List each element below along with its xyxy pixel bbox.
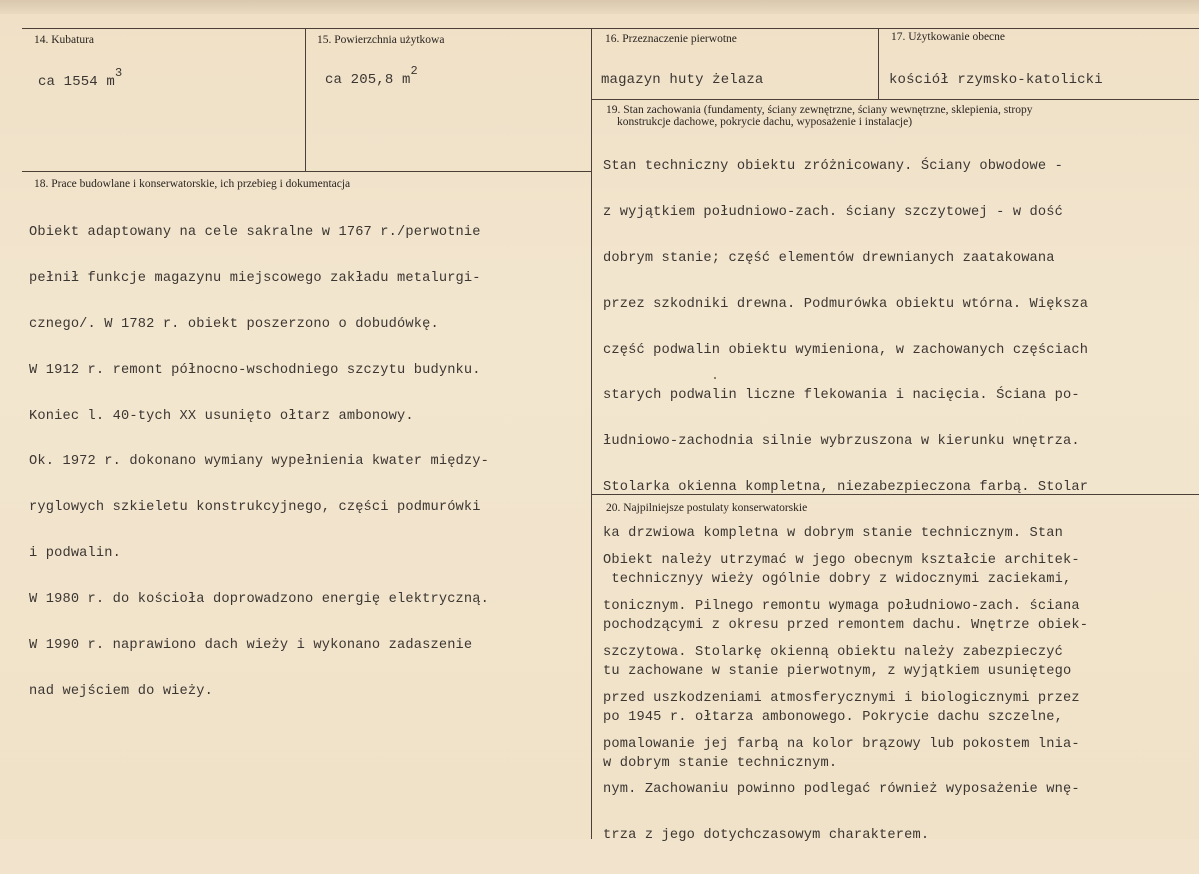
top-border xyxy=(22,28,1199,29)
field-14-value xyxy=(38,66,123,90)
f18-line: pełnił funkcje magazynu miejscowego zakładu metalurgi- xyxy=(29,270,481,286)
f20-line: Obiekt należy utrzymać w jego obecnym kształcie architek- xyxy=(603,553,1080,568)
f19-line: dobrym stanie; część elementów drewnianych zaatakowana xyxy=(603,250,1055,266)
f19-line: część podwalin obiektu wymieniona, w zachowanych częściach xyxy=(603,342,1089,358)
divider-row-18 xyxy=(22,171,592,172)
f18-line: W 1912 r. remont północno-wschodniego szczytu budynku. xyxy=(29,362,481,378)
f19-line: technicznyy wieży ogólnie dobry z widocznymi zaciekami, xyxy=(603,572,1072,588)
f19-line: w dobrym stanie technicznym. xyxy=(603,755,838,771)
card-top-edge xyxy=(0,0,1199,14)
f20-line: pomalowanie jej farbą na kolor brązowy lub pokostem lnia- xyxy=(603,736,1080,752)
f18-line: W 1980 r. do kościoła doprowadzono energię elektryczną. xyxy=(29,592,490,608)
kubatura-value: ca 1554 m xyxy=(38,74,115,90)
f19-line: Stolarka okienna kompletna, niezabezpieczona farbą. Stolar xyxy=(603,480,1089,496)
ink-speck xyxy=(714,377,716,379)
divider-row-19 xyxy=(592,99,1199,100)
f19-line: tu zachowane w stanie pierwotnym, z wyjątkiem usuniętego xyxy=(603,663,1072,679)
field-20-text xyxy=(603,523,1080,874)
field-19-label-line1: 19. Stan zachowania (fundamenty, ściany zewnętrzne, ściany wewnętrzne, sklepienia, stropy xyxy=(606,104,1033,116)
f19-line: starych podwalin liczne flekowania i nacięcia. Ściana po- xyxy=(603,388,1080,404)
field-15-label: 15. Powierzchnia użytkowa xyxy=(317,34,445,46)
f18-line: Ok. 1972 r. dokonano wymiany wypełnienia kwater między- xyxy=(29,454,490,470)
field-20-label: 20. Najpilniejsze postulaty konserwatorskie xyxy=(606,502,808,514)
divider-14-15 xyxy=(305,28,306,171)
f20-line: nym. Zachowaniu powinno podlegać również wyposażenie wnę- xyxy=(603,782,1080,798)
divider-16-17 xyxy=(878,28,879,99)
field-18-text xyxy=(29,195,489,730)
f20-line: tonicznym. Pilnego remontu wymaga południowo-zach. ściana xyxy=(603,598,1080,614)
field-16-value: magazyn huty żelaza xyxy=(601,72,764,88)
f18-line: ryglowych szkieletu konstrukcyjnego, części podmurówki xyxy=(29,500,481,516)
f20-line: trza z jego dotychczasowym charakterem. xyxy=(603,828,930,844)
field-17-value: kościół rzymsko-katolicki xyxy=(889,72,1103,88)
f19-line: przez szkodniki drewna. Podmurówka obiektu wtórna. Większa xyxy=(603,296,1089,312)
field-18-label: 18. Prace budowlane i konserwatorskie, ich przebieg i dokumentacja xyxy=(34,178,351,190)
f19-line: pochodzącymi z okresu przed remontem dachu. Wnętrze obiek- xyxy=(603,617,1089,633)
kubatura-unit-exponent: 3 xyxy=(114,66,123,80)
field-14-label: 14. Kubatura xyxy=(34,34,95,46)
field-19-label-line2: konstrukcje dachowe, pokrycie dachu, wyposażenie i instalacje) xyxy=(617,116,913,128)
divider-15-16 xyxy=(591,28,592,839)
f19-line: po 1945 r. ołtarza ambonowego. Pokrycie dachu szczelne, xyxy=(603,709,1064,725)
f18-line: i podwalin. xyxy=(29,546,122,562)
f18-line: W 1990 r. naprawiono dach wieży i wykonano zadaszenie xyxy=(29,638,473,654)
field-16-label: 16. Przeznaczenie pierwotne xyxy=(605,33,737,45)
f18-line: Koniec l. 40-tych XX usunięto ołtarz ambonowy. xyxy=(29,408,414,424)
area-unit-exponent: 2 xyxy=(410,64,418,78)
f18-line: cznego/. W 1782 r. obiekt poszerzono o dobudówkę. xyxy=(29,316,439,332)
f18-line: nad wejściem do wieży. xyxy=(29,683,214,699)
f20-line: przed uszkodzeniami atmosferycznymi i biologicznymi przez xyxy=(603,690,1080,706)
f18-line: Obiekt adaptowany na cele sakralne w 1767 r./perwotnie xyxy=(29,225,481,240)
f19-line: łudniowo-zachodnia silnie wybrzuszona w kierunku wnętrza. xyxy=(603,434,1080,450)
f20-line: szczytowa. Stolarkę okienną obiektu należy zabezpieczyć xyxy=(603,644,1064,660)
field-17-label: 17. Użytkowanie obecne xyxy=(891,31,1006,43)
f19-line: z wyjątkiem południowo-zach. ściany szczytowej - w dość xyxy=(603,204,1064,220)
area-value: ca 205,8 m xyxy=(325,72,411,88)
f19-line: ka drzwiowa kompletna w dobrym stanie technicznym. Stan xyxy=(603,526,1064,542)
field-15-value xyxy=(325,64,418,88)
f19-line: Stan techniczny obiektu zróżnicowany. Ściany obwodowe - xyxy=(603,159,1064,174)
